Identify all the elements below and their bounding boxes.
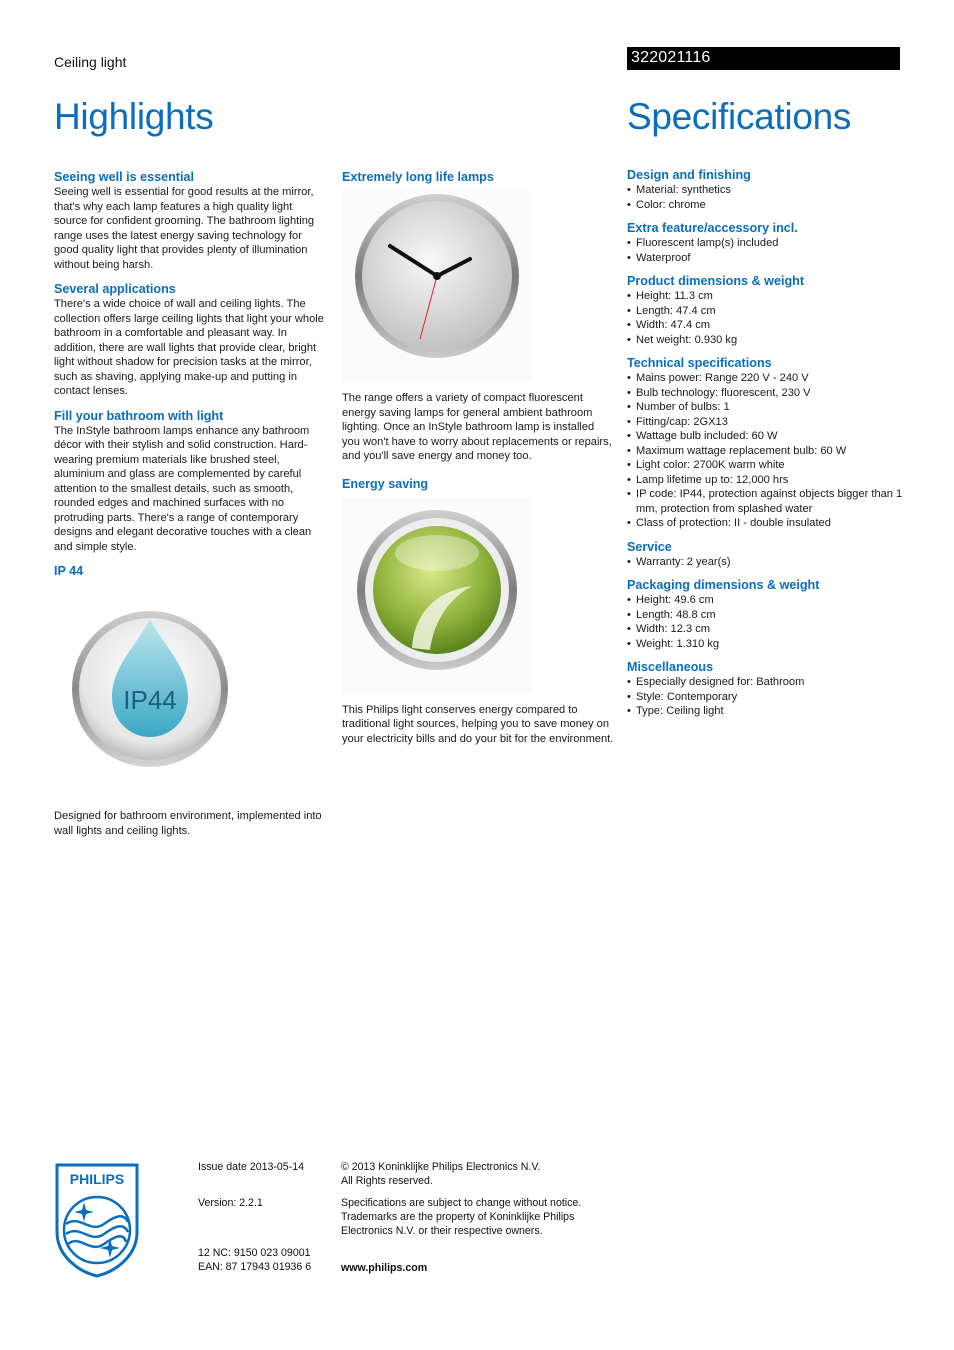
spec-list (627, 593, 917, 651)
disclaimer-line: Specifications are subject to change without notice. (341, 1197, 582, 1209)
spec-item: • Light color: 2700K warm white (627, 458, 917, 473)
spec-item: • Waterproof (627, 251, 917, 266)
highlight-heading: IP 44 (54, 564, 84, 578)
highlight-heading: Fill your bathroom with light (54, 408, 224, 423)
spec-item: • Weight: 1.310 kg (627, 637, 917, 652)
spec-item: • Fluorescent lamp(s) included (627, 236, 917, 251)
spec-list (627, 371, 917, 531)
spec-item: • Length: 47.4 cm (627, 304, 917, 319)
spec-item: • Material: synthetics (627, 183, 917, 198)
logo-wordmark: PHILIPS (69, 1171, 125, 1187)
spec-list (627, 183, 917, 212)
ip44-badge-text: IP44 (123, 685, 177, 715)
disclaimer-line: Trademarks are the property of Koninklijke Philips (341, 1211, 575, 1223)
spec-item: • Mains power: Range 220 V - 240 V (627, 371, 917, 386)
disclaimer-line: Electronics N.V. or their respective owners. (341, 1225, 543, 1237)
highlights-title: Highlights (54, 96, 214, 137)
spec-item: • Height: 11.3 cm (627, 289, 917, 304)
spec-section-heading: Packaging dimensions & weight (627, 578, 820, 592)
spec-item: • Net weight: 0.930 kg (627, 333, 917, 348)
spec-item: • Wattage bulb included: 60 W (627, 429, 917, 444)
spec-disclaimer (341, 1196, 601, 1238)
category-label: Ceiling light (54, 54, 127, 70)
spec-item: • Class of protection: II - double insulated (627, 516, 917, 531)
issue-date: Issue date 2013-05-14 (198, 1161, 305, 1173)
spec-item: • Warranty: 2 year(s) (627, 555, 917, 570)
copyright (341, 1160, 601, 1188)
leaf-icon (342, 498, 532, 693)
spec-section-heading: Miscellaneous (627, 660, 714, 674)
spec-item: • Length: 48.8 cm (627, 608, 917, 623)
highlight-heading: Seeing well is essential (54, 170, 194, 184)
highlight-heading: Extremely long life lamps (342, 170, 494, 184)
website-link[interactable]: www.philips.com (341, 1262, 428, 1274)
copyright-line: All Rights reserved. (341, 1175, 433, 1187)
highlight-body: The range offers a variety of compact fluorescent energy saving lamps for general ambient bathroom lighting. Once an InStyle bathroom lamp is installed you won't have to worry about replacements or repairs, and you'll save energy and money too. (342, 392, 612, 462)
spec-section-heading: Extra feature/accessory incl. (627, 221, 798, 235)
spec-list (627, 289, 917, 347)
highlight-body: Designed for bathroom environment, implemented into wall lights and ceiling lights. (54, 810, 322, 837)
spec-item: • IP code: IP44, protection against objects bigger than 1 mm, protection from splashed water (627, 487, 917, 516)
spec-item: • Width: 12.3 cm (627, 622, 917, 637)
highlight-body: Seeing well is essential for good results at the mirror, that's why each lamp features a high quality light source for confident grooming. The bathroom lighting range uses the latest energy saving technology for good quality light that provides plenty of illumination without being harsh. (54, 186, 315, 271)
spec-item: • Width: 47.4 cm (627, 318, 917, 333)
spec-item: • Maximum wattage replacement bulb: 60 W (627, 444, 917, 459)
spec-item: • Bulb technology: fluorescent, 230 V (627, 386, 917, 401)
ip44-drop-icon (54, 589, 244, 789)
spec-section-heading: Technical specifications (627, 356, 772, 370)
highlight-body: There's a wide choice of wall and ceiling lights. The collection offers large ceiling lights that light your whole bathroom in a comfortable and pleasant way. In addition, there are wall lights that provide clear, bright light without shadow for precision tasks at the mirror, such as shaving, applying make-up and putting in contact lenses. (54, 298, 324, 397)
spec-item: • Fitting/cap: 2GX13 (627, 415, 917, 430)
nc-code: 12 NC: 9150 023 09001 (198, 1247, 311, 1259)
spec-item: • Especially designed for: Bathroom (627, 675, 917, 690)
spec-item: • Lamp lifetime up to: 12,000 hrs (627, 473, 917, 488)
spec-item: • Height: 49.6 cm (627, 593, 917, 608)
highlights-column-middle (342, 169, 614, 755)
spec-section-heading: Design and finishing (627, 168, 751, 182)
spec-section-heading: Service (627, 539, 672, 554)
philips-shield-logo (54, 1162, 140, 1278)
highlight-body: The InStyle bathroom lamps enhance any bathroom décor with their stylish and solid construction. Hard-wearing premium materials like brushed steel, aluminium and glass are complemented by careful attention to the smallest details, such as smooth, rounded edges and machined surfaces with no protruding parts. There's a range of contemporary designs and elegant decorative touches with a clean and simple style. (54, 424, 312, 553)
specifications-title: Specifications (627, 96, 852, 137)
highlight-body: This Philips light conserves energy compared to traditional light sources, helping you to save money on your electricity bills and do your bit for the environment. (342, 703, 614, 745)
spec-item: • Type: Ceiling light (627, 704, 917, 719)
product-codes (198, 1246, 311, 1274)
spec-item: • Number of bulbs: 1 (627, 400, 917, 415)
spec-section-heading: Product dimensions & weight (627, 274, 805, 288)
spec-list (627, 675, 917, 719)
highlight-heading: Energy saving (342, 476, 429, 491)
model-number-bar (627, 47, 900, 70)
highlight-heading: Several applications (54, 282, 176, 296)
version: Version: 2.2.1 (198, 1197, 263, 1209)
highlights-column-left (54, 169, 326, 847)
clock-icon (342, 191, 532, 381)
model-number: 322021116 (631, 49, 711, 66)
copyright-line: © 2013 Koninklijke Philips Electronics N.V. (341, 1161, 541, 1173)
ean-code: EAN: 87 17943 01936 6 (198, 1261, 312, 1273)
spec-list (627, 555, 917, 570)
spec-list (627, 236, 917, 265)
spec-item: • Color: chrome (627, 198, 917, 213)
specifications-column (627, 167, 917, 727)
spec-item: • Style: Contemporary (627, 690, 917, 705)
